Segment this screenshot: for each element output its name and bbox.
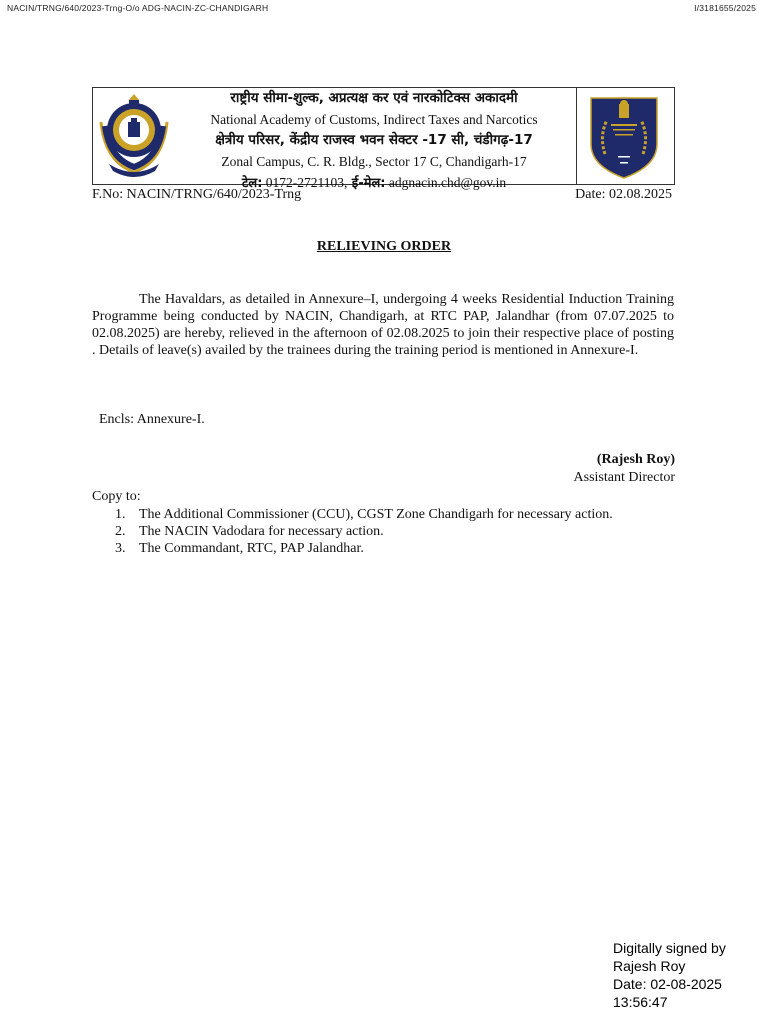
list-item-text: The NACIN Vadodara for necessary action. (139, 524, 384, 539)
order-date: Date: 02.08.2025 (575, 187, 672, 202)
list-item-number: 2. (115, 524, 126, 539)
order-title: RELIEVING ORDER (316, 239, 452, 254)
letterhead (92, 87, 675, 191)
copy-to-list (92, 506, 613, 557)
academy-name-hindi: राष्ट्रीय सीमा-शुल्क, अप्रत्यक्ष कर एवं नारकोटिक्स अकादमी (230, 90, 518, 106)
list-item-number: 1. (115, 507, 126, 522)
list-item (92, 523, 613, 540)
nacin-emblem-shield-icon (585, 94, 663, 180)
letterhead-divider (576, 88, 577, 184)
letterhead-text-block (173, 88, 575, 194)
email-label: ई-मेल: (347, 176, 386, 191)
telephone-number: 0172-2721103, (262, 175, 348, 190)
digital-signature-line: Digitally signed by (613, 940, 726, 956)
digital-signature-signer: Rajesh Roy (613, 958, 686, 974)
enclosures-line: Encls: Annexure-I. (99, 412, 205, 427)
digital-signature-time: 13:56:47 (613, 994, 668, 1010)
order-body-paragraph: The Havaldars, as detailed in Annexure–I, undergoing 4 weeks Residential Induction Training Programme being conducted by NACIN, Chandigarh, at RTC PAP, Jalandhar (from 07.07.2025 to 02.08.2025) are hereby, relieved in the afternoon of 02.08.2025 to join their respective place of posting . Details of leave(s) availed by the trainees during the training period is mentioned in Annexure-I. (92, 292, 674, 358)
campus-address-english: Zonal Campus, C. R. Bldg., Sector 17 C, Chandigarh-17 (221, 154, 527, 169)
list-item (92, 506, 613, 523)
document-reference-header: NACIN/TRNG/640/2023-Trng-O/o ADG-NACIN-ZC-CHANDIGARH (7, 3, 269, 13)
digital-signature-date: Date: 02-08-2025 (613, 976, 722, 992)
file-number: F.No: NACIN/TRNG/640/2023-Trng (92, 187, 302, 202)
copy-to-label: Copy to: (92, 489, 141, 504)
list-item-number: 3. (115, 541, 126, 556)
list-item (92, 540, 613, 557)
signatory-designation: Assistant Director (573, 470, 675, 485)
list-item-text: The Commandant, RTC, PAP Jalandhar. (139, 541, 364, 556)
list-item-text: The Additional Commissioner (CCU), CGST Zone Chandigarh for necessary action. (139, 507, 613, 522)
academy-name-english: National Academy of Customs, Indirect Taxes and Narcotics (210, 112, 538, 127)
signatory-name: (Rajesh Roy) (596, 452, 675, 467)
customs-department-seal-icon (95, 92, 173, 180)
telephone-label: टेल: (241, 176, 263, 191)
digital-signature-block (613, 939, 726, 1011)
email-address: adgnacin.chd@gov.in (385, 175, 507, 190)
document-number-header: I/3181655/2025 (694, 3, 756, 13)
campus-address-hindi: क्षेत्रीय परिसर, केंद्रीय राजस्व भवन सेक्टर -17 सी, चंडीगढ़-17 (215, 132, 533, 148)
